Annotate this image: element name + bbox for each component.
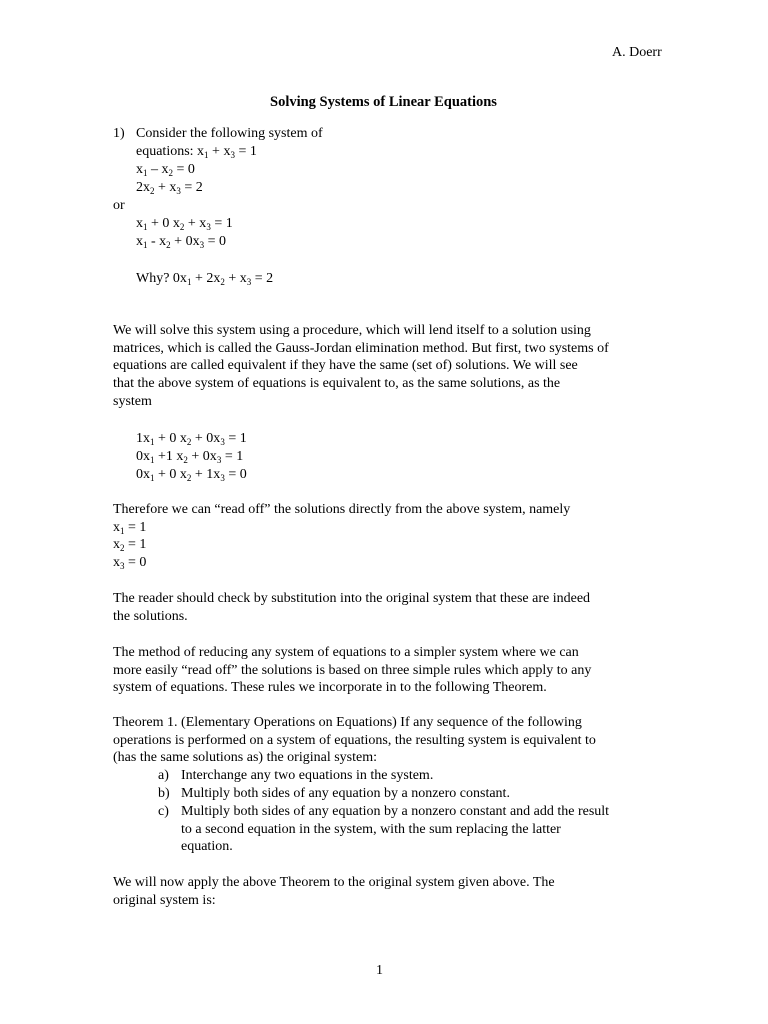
system2-row-2: $0x_1 +1$ $x_2 + 0x_3 = 1$ bbox=[136, 449, 244, 465]
equation-2: $x_1 - x_2 = 0$ bbox=[136, 162, 195, 178]
text-line: The method of reducing any system of equations to a simpler system where we can bbox=[113, 645, 579, 660]
text-line: equations are called equivalent if they have the same (set of) solutions. We will see bbox=[113, 358, 578, 374]
solution-x1: $x_1 = 1$ bbox=[113, 520, 147, 536]
equation-3: $2x_2 + x_3 = 2$ bbox=[136, 180, 203, 196]
item-1-lead: Consider the following system of bbox=[136, 126, 323, 141]
text-line: Multiply both sides of any equation by a nonzero constant and add the result bbox=[181, 804, 610, 819]
document-title: Solving Systems of Linear Equations bbox=[270, 94, 497, 110]
paragraph-method bbox=[113, 644, 591, 697]
theorem-1 bbox=[113, 714, 596, 767]
text-line: equation. bbox=[181, 839, 233, 855]
list-item-marker: c) bbox=[158, 804, 169, 819]
equation-1: equations: $x_1 + x_3 = 1$ bbox=[136, 144, 257, 160]
solution-x3: $x_3 = 0$ bbox=[113, 555, 147, 571]
text-line: The reader should check by substitution into the original system that these are indeed bbox=[113, 591, 591, 606]
system2-row-3: $0x_1 + 0$ $x_2 + 1x_3 = 0$ bbox=[136, 467, 247, 483]
page-number: 1 bbox=[376, 963, 383, 978]
list-item-text bbox=[181, 803, 609, 856]
author-header: A. Doerr bbox=[612, 45, 662, 60]
or-text: or bbox=[113, 198, 125, 213]
read-off-sentence: Therefore we can “read off” the solutions directly from the above system, namely bbox=[113, 502, 571, 517]
text-line: that the above system of equations is equivalent to, as the same solutions, as the bbox=[113, 376, 561, 392]
text-line: Theorem 1. (Elementary Operations on Equations) If any sequence of the following bbox=[113, 715, 582, 730]
alt-equation-1: $x_1 + 0$ $x_2 + x_3 = 1$ bbox=[136, 216, 233, 232]
text-line: We will now apply the above Theorem to the original system given above. The bbox=[113, 875, 555, 890]
solution-x2: $x_2 = 1$ bbox=[113, 537, 147, 553]
text-line: (has the same solutions as) the original system: bbox=[113, 750, 378, 766]
list-item-marker: a) bbox=[158, 768, 169, 783]
text-line: We will solve this system using a procedure, which will lend itself to a solution using bbox=[113, 323, 591, 338]
text-line: system of equations. These rules we incorporate in to the following Theorem. bbox=[113, 680, 547, 696]
paragraph-apply bbox=[113, 874, 555, 909]
text-line: the solutions. bbox=[113, 608, 188, 624]
why-equation: Why? $0x_1 + 2x_2 + x_3 = 2$ bbox=[136, 271, 274, 287]
text-line: system bbox=[113, 393, 152, 409]
list-item-text: Interchange any two equations in the system. bbox=[181, 768, 434, 783]
text-line: more easily “read off” the solutions is based on three simple rules which apply to any bbox=[113, 662, 592, 678]
list-item-marker: b) bbox=[158, 786, 170, 801]
text-line: original system is: bbox=[113, 892, 216, 908]
item-1-number: 1) bbox=[113, 126, 125, 141]
text-line: to a second equation in the system, with the sum replacing the latter bbox=[181, 821, 561, 837]
text-line: matrices, which is called the Gauss-Jordan elimination method. But first, two systems of bbox=[113, 340, 609, 356]
alt-equation-2: $x_1 - x_2 + 0x_3 = 0$ bbox=[136, 234, 226, 250]
paragraph-check bbox=[113, 590, 590, 625]
system2-row-1: $1x_1 + 0$ $x_2 + 0x_3 = 1$ bbox=[136, 431, 247, 447]
text-line: operations is performed on a system of equations, the resulting system is equivalent to bbox=[113, 732, 596, 748]
paragraph-gauss-jordan bbox=[113, 322, 609, 410]
list-item-text: Multiply both sides of any equation by a nonzero constant. bbox=[181, 786, 510, 801]
